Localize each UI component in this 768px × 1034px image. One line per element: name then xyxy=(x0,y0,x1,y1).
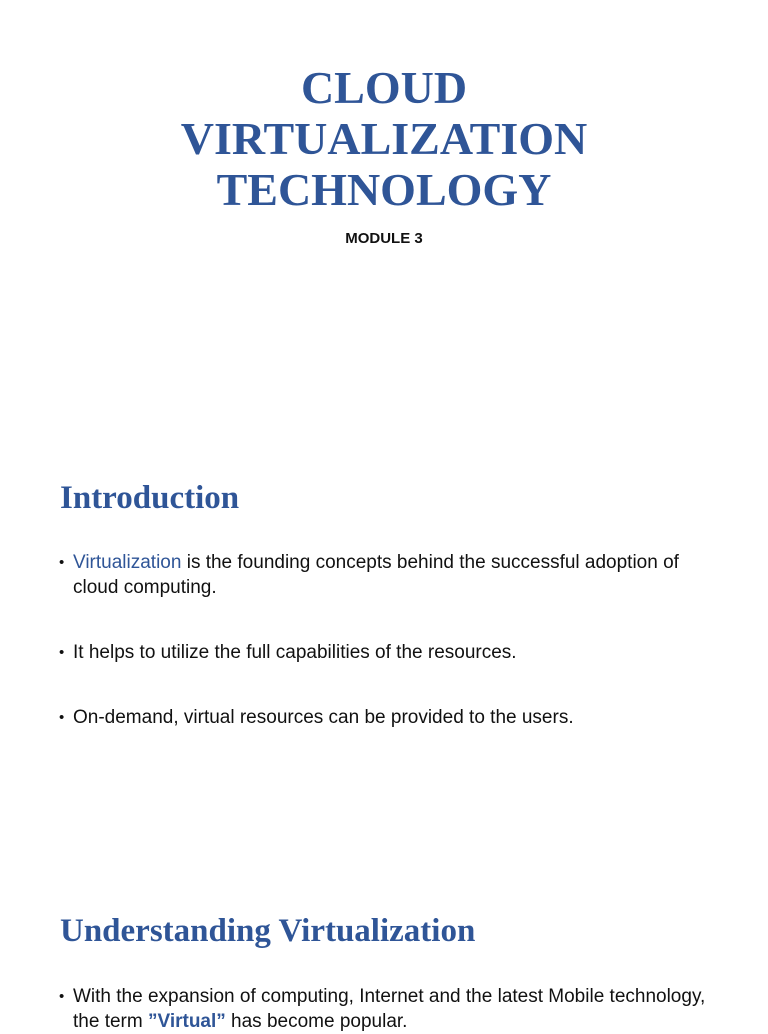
bullet-icon: • xyxy=(59,554,65,571)
bullet-highlight: Virtualization xyxy=(73,552,182,573)
intro-bullet xyxy=(59,705,719,730)
bullet-text xyxy=(59,550,719,600)
bullet-body: With the expansion of computing, Internet and the latest Mobile technology, the term xyxy=(73,986,706,1032)
intro-bullet xyxy=(59,550,719,600)
bullet-text xyxy=(59,984,719,1034)
bullet-body: is the founding concepts behind the successful adoption of cloud computing. xyxy=(73,552,679,598)
bullet-icon: • xyxy=(59,644,65,661)
bullet-icon: • xyxy=(59,988,65,1005)
bullet-icon: • xyxy=(59,709,65,726)
slide-title-line: CLOUD xyxy=(300,62,468,113)
bullet-text: It helps to utilize the full capabilities of the resources. xyxy=(73,642,517,663)
bullet-highlight: ”Virtual” xyxy=(147,1011,226,1032)
understanding-heading: Understanding Virtualization xyxy=(60,913,476,949)
intro-heading: Introduction xyxy=(60,480,240,516)
bullet-body: has become popular. xyxy=(225,1011,408,1032)
understanding-bullet xyxy=(59,984,719,1034)
bullet-text: On-demand, virtual resources can be provided to the users. xyxy=(73,707,574,728)
slide-subtitle: MODULE 3 xyxy=(345,230,423,247)
slide-title-line: VIRTUALIZATION xyxy=(180,113,588,164)
intro-bullet xyxy=(59,640,719,665)
slide-title-line: TECHNOLOGY xyxy=(216,164,552,215)
slide-title xyxy=(0,62,768,215)
